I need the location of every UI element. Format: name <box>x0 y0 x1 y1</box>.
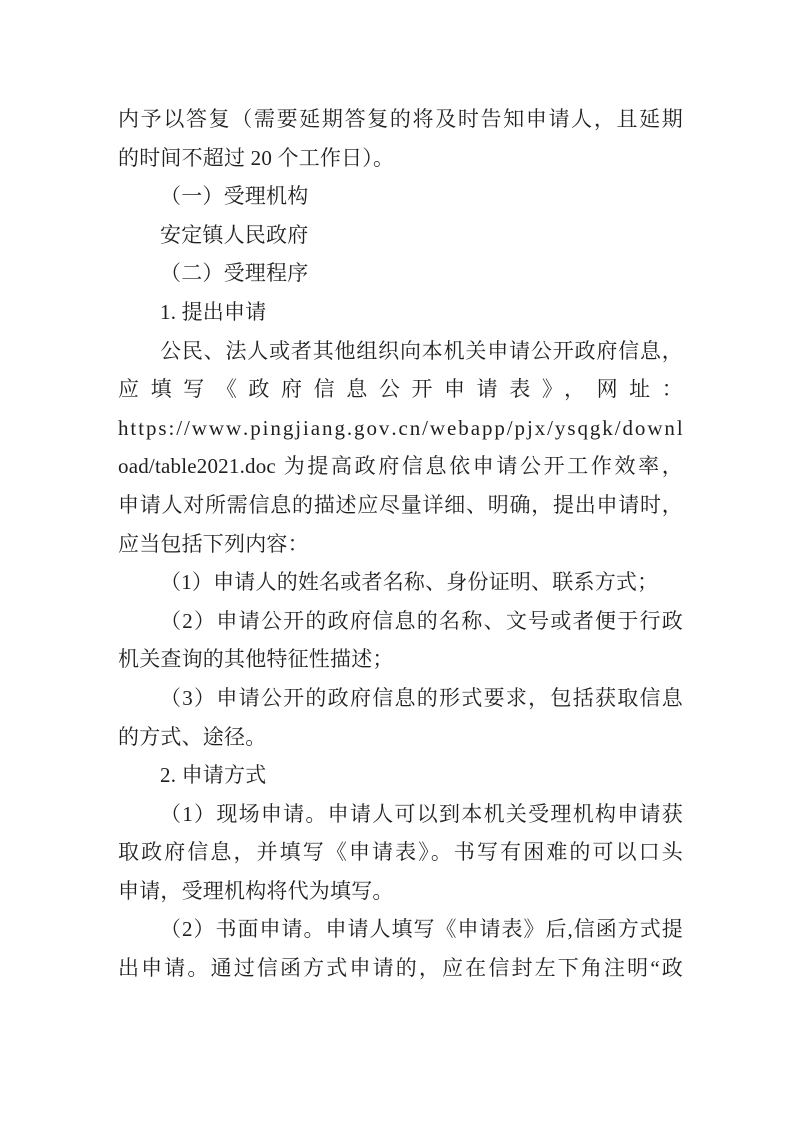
document-text <box>118 100 683 988</box>
url-character: . <box>346 415 353 440</box>
url-character: n <box>322 415 333 440</box>
url-character: . <box>243 415 249 440</box>
text-line: oad/table2021.doc 为提高政府信息依申请公开工作效率， <box>118 454 683 479</box>
text-line: 取政府信息，并填写《申请表》。书写有困难的可以口头 <box>118 840 683 865</box>
url-character: s <box>158 415 167 440</box>
url-character: p <box>494 415 506 440</box>
text-line: 应填写《政府信息公开申请表》，网址： <box>118 377 683 402</box>
url-character: p <box>481 415 493 440</box>
url-character: / <box>422 415 429 440</box>
url-character: v <box>378 415 390 440</box>
url-character: / <box>176 415 183 440</box>
url-character: : <box>168 415 175 440</box>
url-character: h <box>118 415 129 440</box>
url-character: g <box>589 415 601 440</box>
url-character: j <box>526 415 534 440</box>
url-character: w <box>208 415 225 440</box>
text-line: 公民、法人或者其他组织向本机关申请公开政府信息， <box>160 338 683 363</box>
text-line: （二）受理程序 <box>160 261 309 286</box>
url-character: a <box>310 415 321 440</box>
url-character: . <box>391 415 397 440</box>
url-character: y <box>554 415 566 440</box>
text-line: 机关查询的其他特征性描述； <box>118 647 394 672</box>
url-character: / <box>506 415 513 440</box>
url-character: x <box>534 415 546 440</box>
url-character: i <box>262 415 269 440</box>
url-character: t <box>138 415 145 440</box>
text-line: 1. 提出申请 <box>160 299 267 324</box>
text-line: 出申请。通过信函方式申请的，应在信封左下角注明“政 <box>118 956 683 981</box>
text-line: 的时间不超过 20 个工作日）。 <box>118 145 395 170</box>
url-character: w <box>191 415 208 440</box>
url-character: / <box>614 415 621 440</box>
text-line: 安定镇人民政府 <box>160 222 309 247</box>
url-character: b <box>458 415 469 440</box>
url-character: g <box>282 415 294 440</box>
url-character: n <box>409 415 421 440</box>
url-character: / <box>547 415 554 440</box>
text-line: 申请人对所需信息的描述应尽量详细、明确，提出申请时， <box>118 492 683 517</box>
url-character: w <box>647 415 663 440</box>
url-text-line <box>118 409 683 448</box>
url-character: i <box>303 415 310 440</box>
text-line: 内予以答复（需要延期答复的将及时告知申请人，且延期 <box>118 107 683 131</box>
url-character: w <box>429 415 446 440</box>
url-character: l <box>676 415 683 440</box>
url-character: t <box>130 415 137 440</box>
url-character: n <box>270 415 282 440</box>
text-line: （1）申请人的姓名或者名称、身份证明、联系方式； <box>160 570 659 595</box>
url-character: k <box>602 415 613 440</box>
text-line: （2）书面申请。申请人填写《申请表》后,信函方式提 <box>160 917 683 942</box>
url-character: e <box>447 415 457 440</box>
url-character: n <box>664 415 676 440</box>
url-character: q <box>577 415 589 440</box>
text-line: 应当包括下列内容： <box>118 531 309 556</box>
url-character: g <box>354 415 365 440</box>
url-character: a <box>470 415 481 440</box>
url-character: p <box>514 415 526 440</box>
url-character: p <box>250 415 261 440</box>
text-line: （2）申请公开的政府信息的名称、文号或者便于行政 <box>160 608 683 633</box>
text-line: （1）现场申请。申请人可以到本机关受理机构申请获 <box>160 801 683 826</box>
text-line: 2. 申请方式 <box>160 763 267 788</box>
url-character: c <box>398 415 409 440</box>
text-line: 的方式、途径。 <box>118 724 267 749</box>
url-character: o <box>634 415 646 440</box>
url-character: s <box>567 415 576 440</box>
url-character: d <box>622 415 634 440</box>
text-line: 申请，受理机构将代为填写。 <box>118 878 394 903</box>
text-line: （3）申请公开的政府信息的形式要求，包括获取信息 <box>160 685 683 710</box>
url-character: w <box>225 415 242 440</box>
url-character: o <box>366 415 378 440</box>
text-line: （一）受理机构 <box>160 184 309 209</box>
url-character: g <box>334 415 346 440</box>
url-character: j <box>295 415 302 440</box>
url-character: / <box>184 415 191 440</box>
url-character: p <box>145 415 157 440</box>
